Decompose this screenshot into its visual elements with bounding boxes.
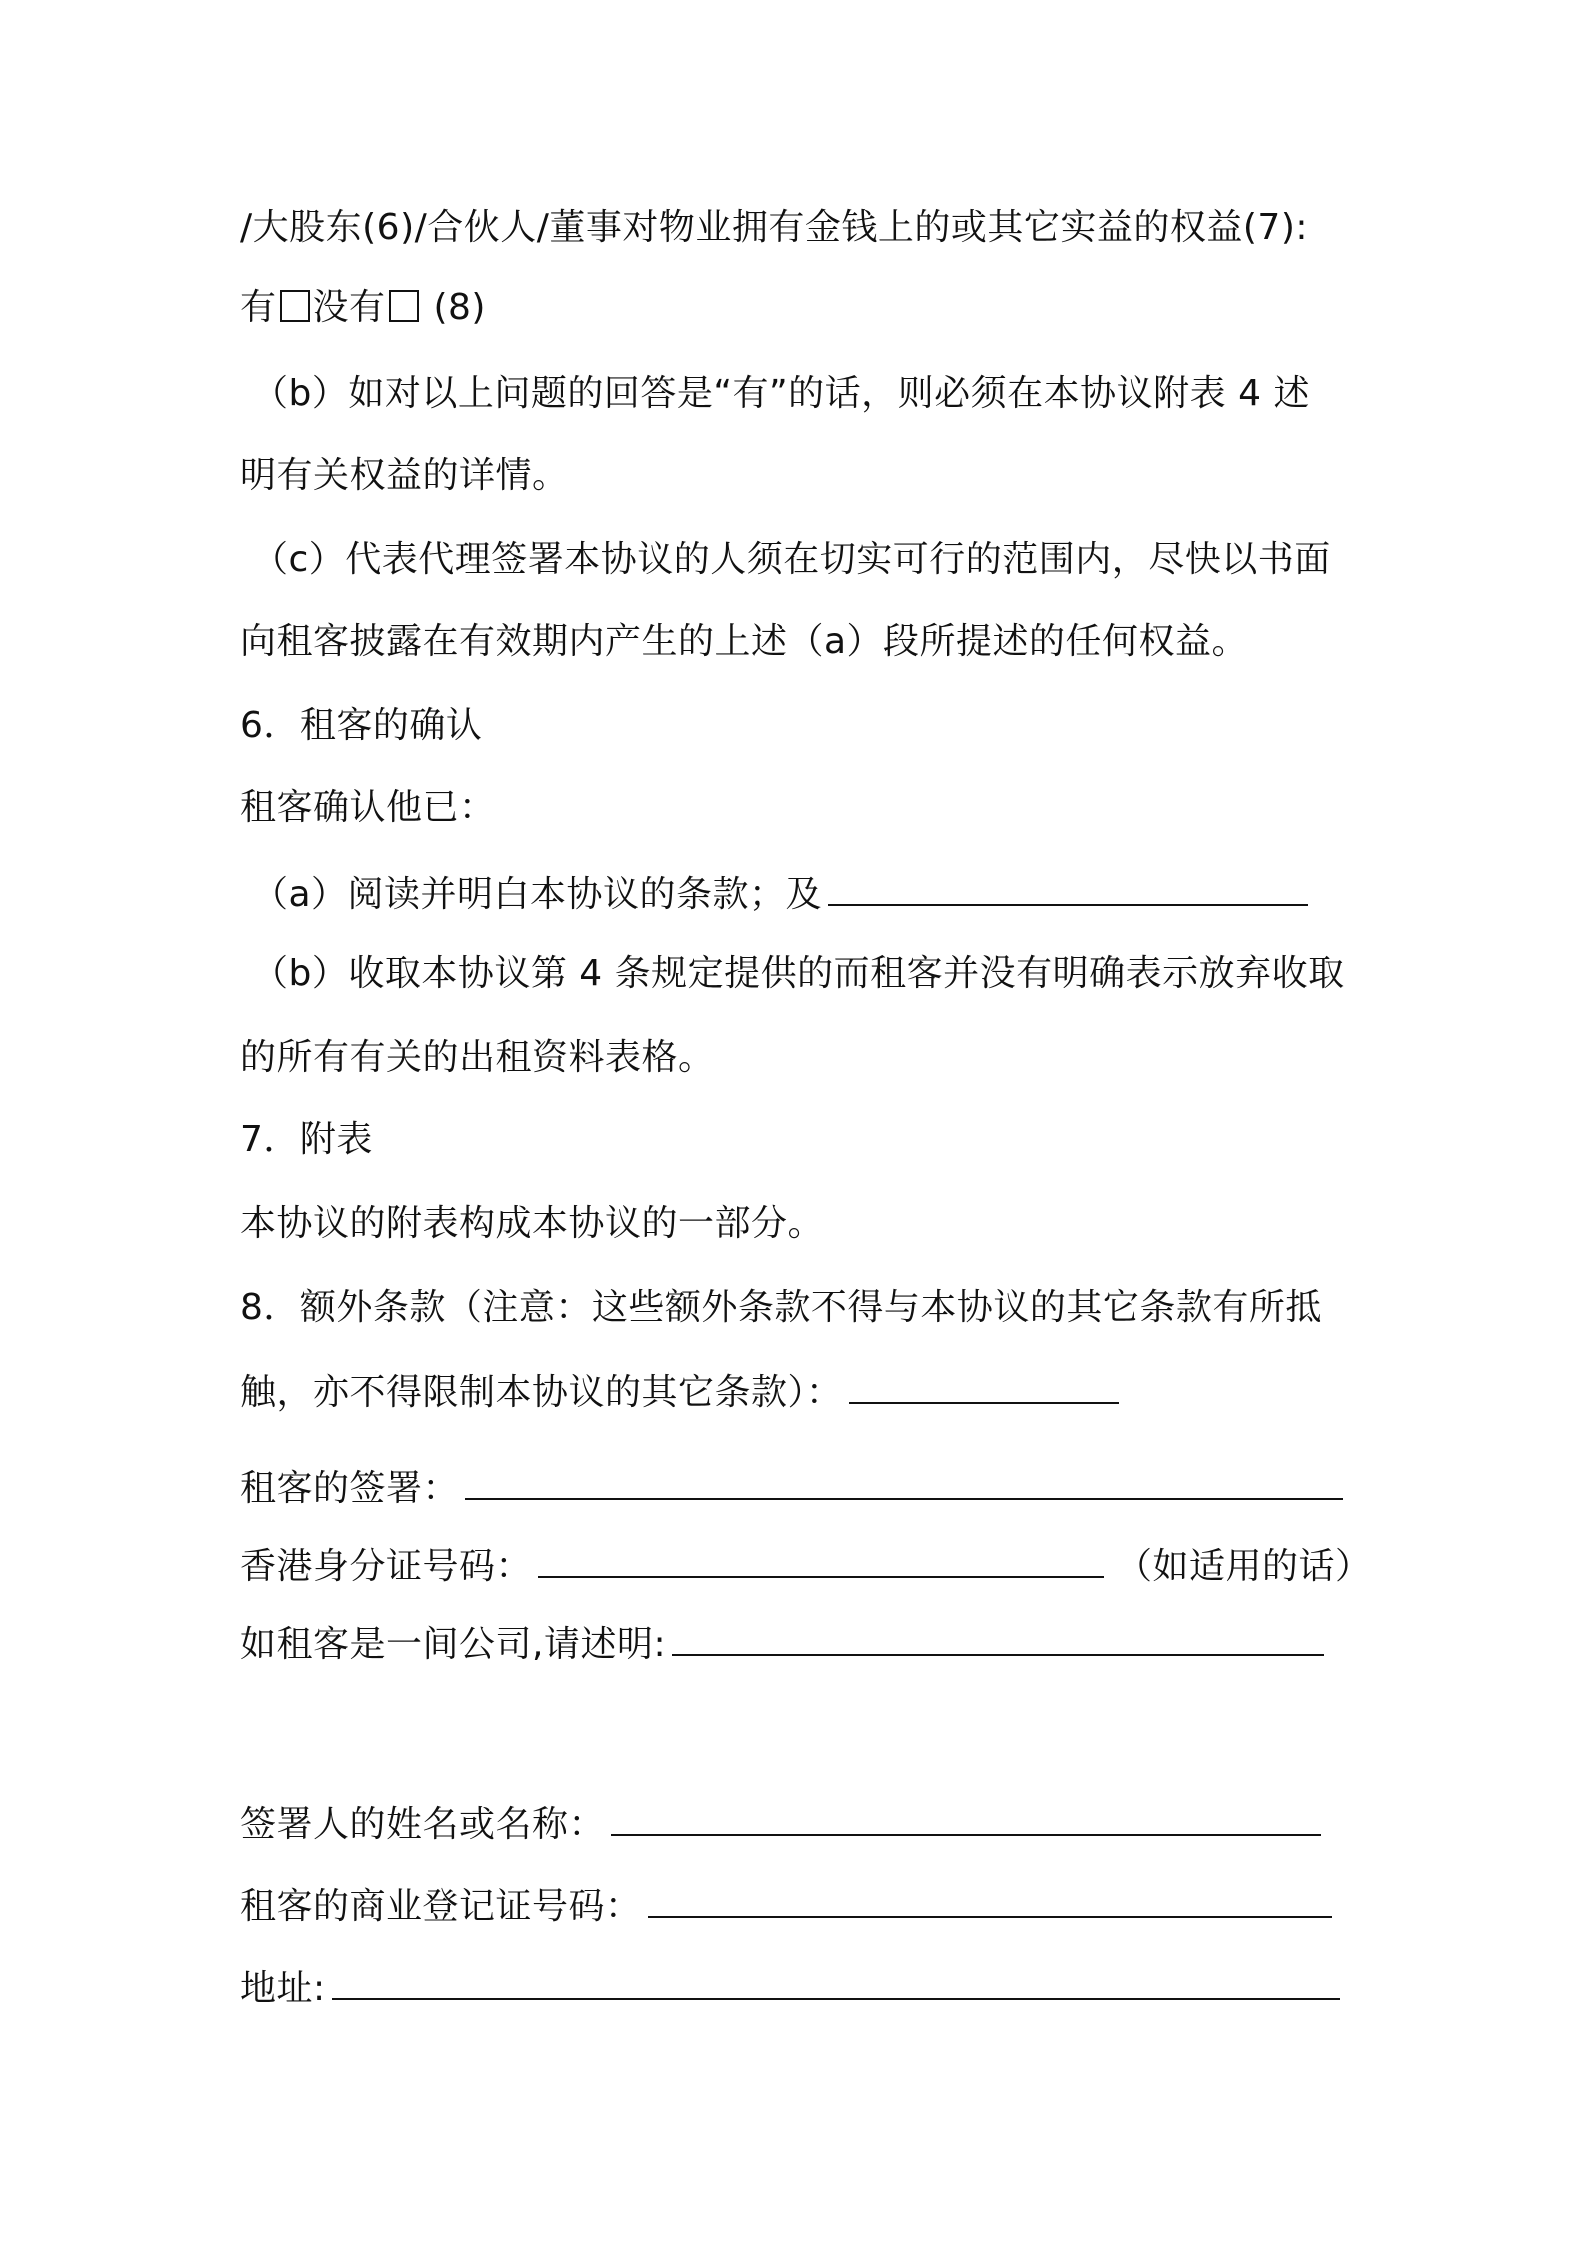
section7-text: 本协议的附表构成本协议的一部分。	[240, 1203, 825, 1244]
section6-a-blank[interactable]	[828, 868, 1308, 906]
signer-name-label: 签署人的姓名或名称：	[240, 1804, 606, 1845]
hkid-label: 香港身分证号码：	[240, 1546, 533, 1587]
company-field[interactable]	[672, 1618, 1324, 1656]
hkid-note: （如适用的话）	[1115, 1546, 1372, 1587]
section5-c-line2: 向租客披露在有效期内产生的上述（a）段所提述的任何权益。	[240, 621, 1249, 662]
tenant-signature-field[interactable]	[465, 1462, 1343, 1500]
br-number-field[interactable]	[648, 1880, 1332, 1918]
section6-intro: 租客确认他已：	[240, 787, 496, 828]
address-field[interactable]	[332, 1962, 1340, 2000]
signer-name-field[interactable]	[611, 1798, 1321, 1836]
hkid-row	[240, 1540, 1371, 1591]
no-checkbox[interactable]	[389, 290, 419, 322]
option-no-label: 没有	[312, 287, 386, 328]
company-label: 如租客是一间公司,请述明:	[240, 1624, 667, 1665]
extra-terms-blank[interactable]	[849, 1366, 1119, 1404]
interest-choice	[240, 284, 486, 332]
section7-heading: 7．附表	[240, 1119, 373, 1160]
tenant-signature-row	[240, 1462, 1343, 1513]
section6-b-line1: （b）收取本协议第 4 条规定提供的而租客并没有明确表示放弃收取	[252, 953, 1345, 994]
section6-heading: 6．租客的确认	[240, 705, 483, 746]
yes-checkbox[interactable]	[280, 290, 310, 322]
section5-b-line2: 明有关权益的详情。	[240, 455, 569, 496]
option-yes-label: 有	[240, 287, 277, 328]
section6-b-line2: 的所有有关的出租资料表格。	[240, 1037, 715, 1078]
section5-line1: /大股东(6)/合伙人/董事对物业拥有金钱上的或其它实益的权益(7):	[240, 207, 1309, 248]
br-number-row	[240, 1880, 1332, 1931]
section8-line2: 触，亦不得限制本协议的其它条款）：	[240, 1366, 1119, 1417]
note-8: (8)	[433, 287, 486, 328]
section8-line1: 8．额外条款（注意：这些额外条款不得与本协议的其它条款有所抵	[240, 1287, 1322, 1328]
address-label: 地址:	[240, 1968, 326, 2009]
section5-c-line1: （c）代表代理签署本协议的人须在切实可行的范围内，尽快以书面	[252, 539, 1331, 580]
address-row	[240, 1962, 1340, 2013]
tenant-signature-label: 租客的签署：	[240, 1468, 460, 1509]
company-row	[240, 1618, 1324, 1669]
section5-b-line1: （b）如对以上问题的回答是“有”的话，则必须在本协议附表 4 述	[252, 373, 1310, 414]
br-number-label: 租客的商业登记证号码：	[240, 1886, 642, 1927]
hkid-field[interactable]	[538, 1540, 1104, 1578]
section6-a: （a）阅读并明白本协议的条款；及	[252, 868, 1308, 919]
signer-name-row	[240, 1798, 1321, 1849]
